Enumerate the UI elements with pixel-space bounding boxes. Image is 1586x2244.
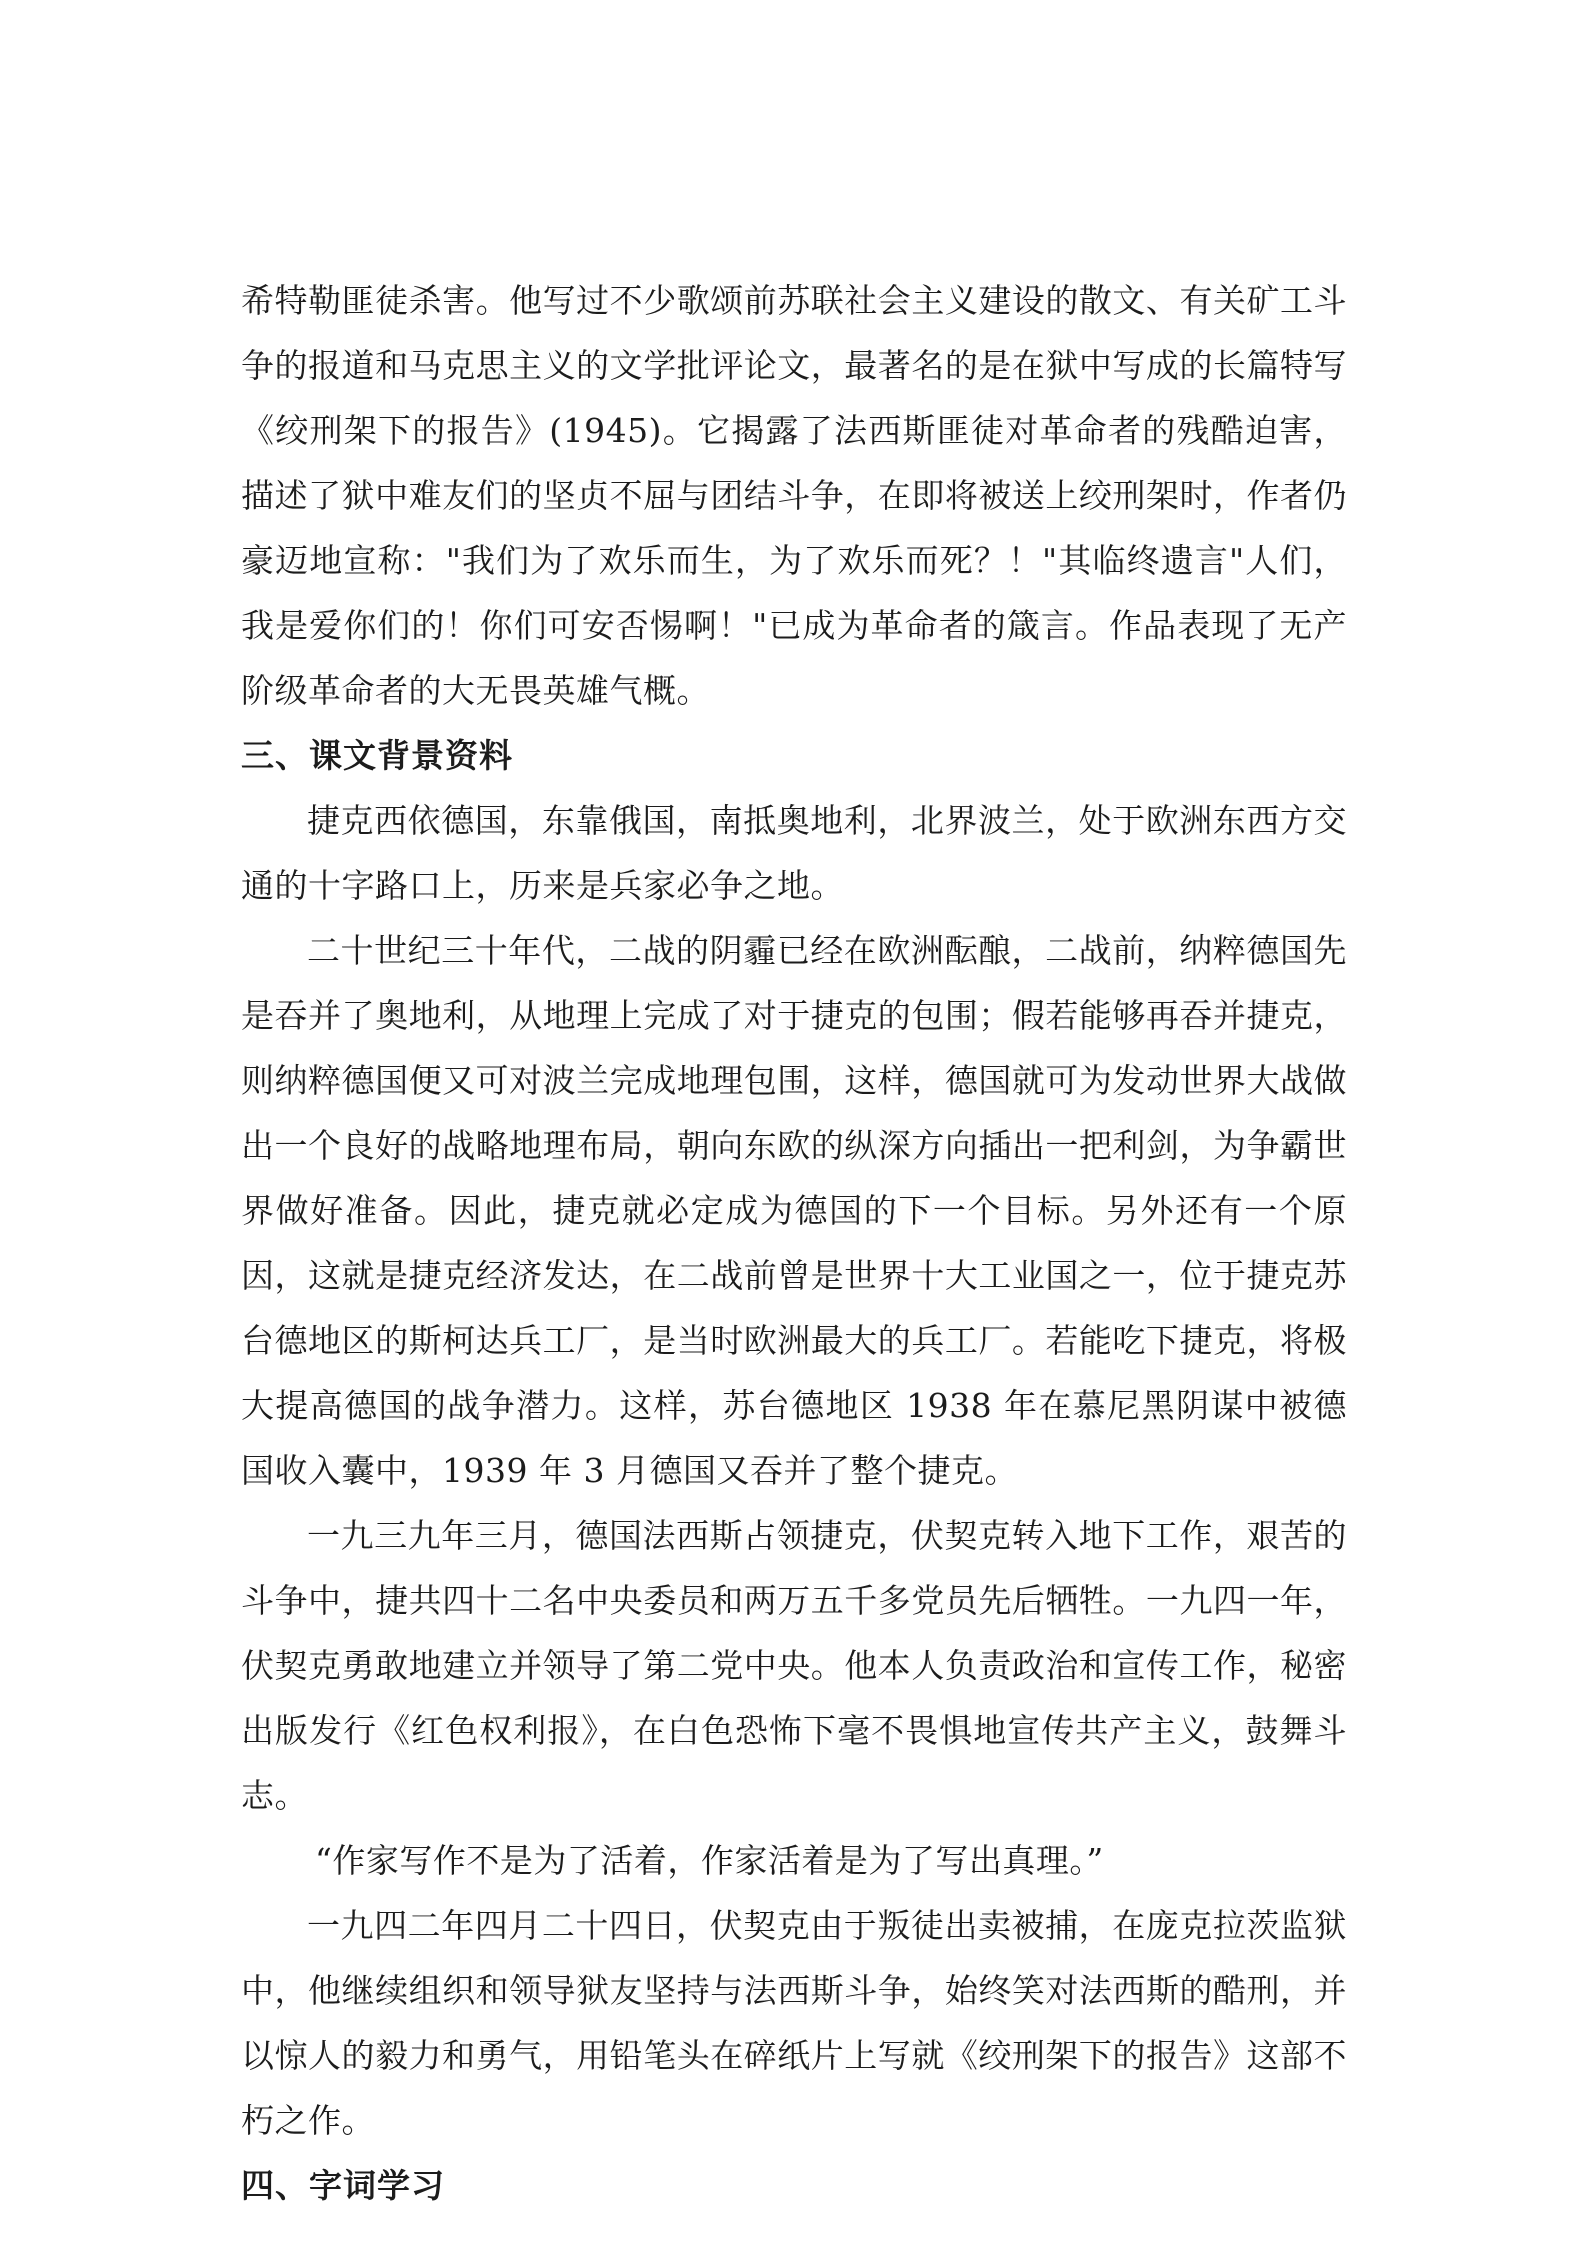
background-paragraph-underground: 一九三九年三月，德国法西斯占领捷克，伏契克转入地下工作，艰苦的斗争中，捷共四十二名中央委员和两万五千多党员先后牺牲。一九四一年，伏契克勇敢地建立并领导了第二党中央。他本人负责政治和宣传工作，秘密出版发行《红色权利报》，在白色恐怖下毫不畏惧地宣传共产主义，鼓舞斗志。 (241, 1516, 1347, 1815)
document-page (241, 268, 1347, 2218)
section-heading-background: 三、课文背景资料 (241, 736, 513, 775)
author-bio-paragraph: 希特勒匪徒杀害。他写过不少歌颂前苏联社会主义建设的散文、有关矿工斗争的报道和马克思主义的文学批评论文，最著名的是在狱中写成的长篇特写《绞刑架下的报告》(1945)。它揭露了法西斯匪徒对革命者的残酷迫害，描述了狱中难友们的坚贞不屈与团结斗争，在即将被送上绞刑架时，作者仍豪迈地宣称："我们为了欢乐而生，为了欢乐而死？！"其临终遗言"人们，我是爱你们的！你们可安否惕啊！"已成为革命者的箴言。作品表现了无产阶级革命者的大无畏英雄气概。 (241, 281, 1347, 710)
background-paragraph-arrest: 一九四二年四月二十四日，伏契克由于叛徒出卖被捕，在庞克拉茨监狱中，他继续组织和领导狱友坚持与法西斯斗争，始终笑对法西斯的酷刑，并以惊人的毅力和勇气，用铅笔头在碎纸片上写就《绞刑架下的报告》这部不朽之作。 (241, 1906, 1347, 2140)
section-heading-vocabulary: 四、字词学习 (241, 2166, 445, 2205)
background-paragraph-geography: 捷克西依德国，东靠俄国，南抵奥地利，北界波兰，处于欧洲东西方交通的十字路口上，历来是兵家必争之地。 (241, 801, 1347, 905)
quote-line: “作家写作不是为了活着，作家活着是为了写出真理。” (315, 1841, 1104, 1880)
background-paragraph-history: 二十世纪三十年代，二战的阴霾已经在欧洲酝酿，二战前，纳粹德国先是吞并了奥地利，从地理上完成了对于捷克的包围；假若能够再吞并捷克，则纳粹德国便又可对波兰完成地理包围，这样，德国就可为发动世界大战做出一个良好的战略地理布局，朝向东欧的纵深方向插出一把利剑，为争霸世界做好准备。因此，捷克就必定成为德国的下一个目标。另外还有一个原因，这就是捷克经济发达，在二战前曾是世界十大工业国之一，位于捷克苏台德地区的斯柯达兵工厂，是当时欧洲最大的兵工厂。若能吃下捷克，将极大提高德国的战争潜力。这样，苏台德地区 1938 年在慕尼黑阴谋中被德国收入囊中，1939 年 3 月德国又吞并了整个捷克。 (241, 931, 1347, 1490)
